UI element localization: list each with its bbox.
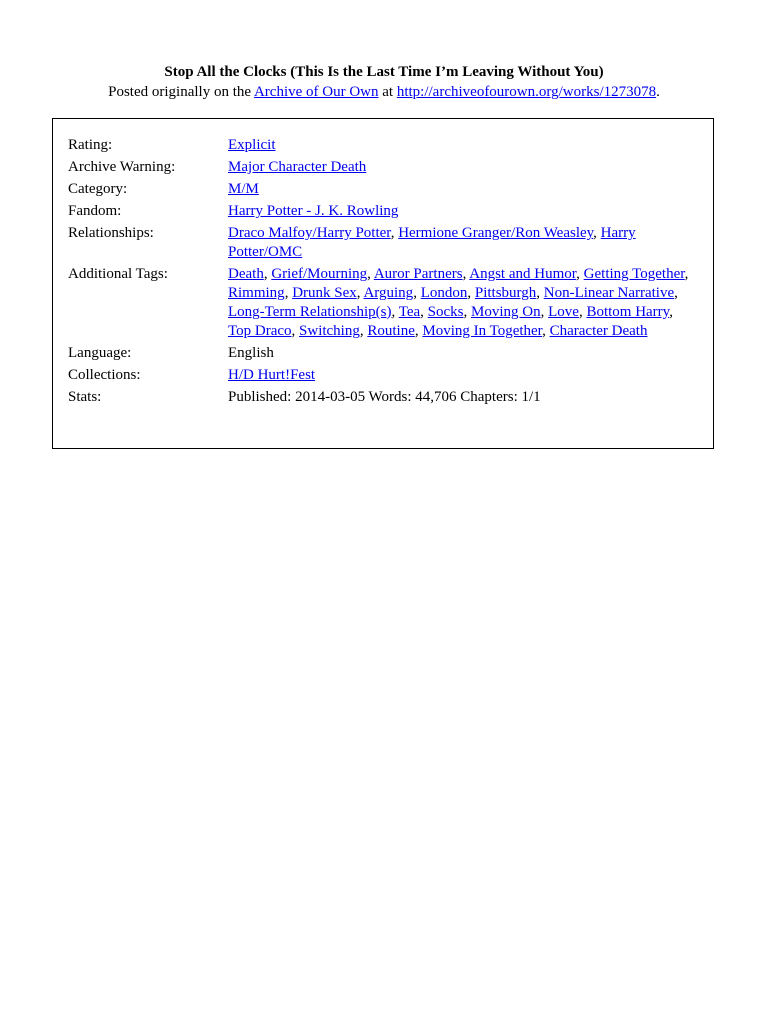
rating-tags (228, 136, 693, 158)
tag-link[interactable]: Drunk Sex (292, 285, 357, 301)
tag-link[interactable]: Routine (367, 323, 415, 339)
tag-link[interactable]: Top Draco (228, 323, 292, 339)
tag-link[interactable]: Harry Potter/OMC (228, 225, 636, 260)
meta-row-additional-tags (68, 265, 693, 344)
collections-label: Collections: (68, 367, 141, 383)
warning-tags (228, 158, 693, 180)
tag-link[interactable]: Non-Linear Narrative (543, 285, 675, 301)
fandom-tags (228, 202, 693, 224)
fandom-label: Fandom: (68, 203, 122, 219)
tag-link[interactable]: Auror Partners (373, 266, 463, 282)
posted-line (0, 82, 768, 102)
stats-label: Stats: (68, 389, 102, 405)
tag-link[interactable]: Moving On (471, 304, 541, 320)
posted-prefix: Posted originally on the (108, 84, 254, 100)
tag-link[interactable]: Socks (427, 304, 464, 320)
tag-link[interactable]: Rimming (228, 285, 285, 301)
tag-link[interactable]: Major Character Death (228, 159, 367, 175)
tag-link[interactable]: Switching (299, 323, 360, 339)
tag-link[interactable]: Harry Potter - J. K. Rowling (228, 203, 399, 219)
rating-label: Rating: (68, 137, 113, 153)
tag-link[interactable]: Draco Malfoy/Harry Potter (228, 225, 391, 241)
category-label: Category: (68, 181, 128, 197)
tag-link[interactable]: Getting Together (583, 266, 685, 282)
tag-link[interactable]: Grief/Mourning (271, 266, 368, 282)
meta-row-warning (68, 158, 693, 180)
posted-at: at (378, 84, 397, 100)
language-value: English (228, 345, 274, 361)
relationships-tags: Draco Malfoy/Harry Potter, Hermione Granger/Ron Weasley, Harry Potter/OMC (228, 225, 636, 260)
work-header (0, 62, 768, 102)
tag-link[interactable]: Love (548, 304, 579, 320)
meta-row-relationships (68, 224, 693, 265)
metadata-table (68, 136, 693, 410)
tag-link[interactable]: Death (228, 266, 264, 282)
meta-row-stats (68, 388, 693, 410)
tag-link[interactable]: Bottom Harry (586, 304, 670, 320)
relationships-label: Relationships: (68, 225, 154, 241)
work-url-link[interactable]: http://archiveofourown.org/works/1273078 (396, 84, 657, 100)
language-label: Language: (68, 345, 132, 361)
archive-link[interactable]: Archive of Our Own (253, 84, 379, 100)
meta-row-category (68, 180, 693, 202)
tag-link[interactable]: Character Death (549, 323, 648, 339)
work-title: Stop All the Clocks (This Is the Last Time I’m Leaving Without You) (164, 64, 604, 80)
additional-tags-list: Death, Grief/Mourning, Auror Partners, Angst and Humor, Getting Together, Rimming, Drunk Sex, Arguing, London, Pittsburgh, Non-Linear Narrative, Long-Term Relationship(s), Tea, Socks, Moving On, Love, Bottom Harry, Top Draco, Switching, Routine, Moving In Together, Character Death (228, 266, 689, 339)
tag-link[interactable]: Long-Term Relationship(s) (228, 304, 392, 320)
category-tags (228, 180, 693, 202)
tag-link[interactable]: M/M (228, 181, 259, 197)
meta-row-rating (68, 136, 693, 158)
metadata-box (52, 118, 714, 449)
warning-label: Archive Warning: (68, 159, 176, 175)
meta-row-fandom (68, 202, 693, 224)
tag-link[interactable]: London (420, 285, 468, 301)
tag-link[interactable]: Angst and Humor (469, 266, 577, 282)
tag-link[interactable]: Hermione Granger/Ron Weasley (398, 225, 594, 241)
tag-link[interactable]: H/D Hurt!Fest (228, 367, 316, 383)
stats-value: Published: 2014-03-05 Words: 44,706 Chapters: 1/1 (228, 389, 541, 405)
tag-link[interactable]: Tea (398, 304, 421, 320)
meta-row-collections (68, 366, 693, 388)
posted-suffix: . (656, 84, 660, 100)
tag-link[interactable]: Pittsburgh (474, 285, 537, 301)
additional-tags-label: Additional Tags: (68, 266, 168, 282)
collections-tags (228, 366, 693, 388)
tag-link[interactable]: Explicit (228, 137, 276, 153)
meta-row-language (68, 344, 693, 366)
tag-link[interactable]: Moving In Together (422, 323, 543, 339)
tag-link[interactable]: Arguing (363, 285, 414, 301)
